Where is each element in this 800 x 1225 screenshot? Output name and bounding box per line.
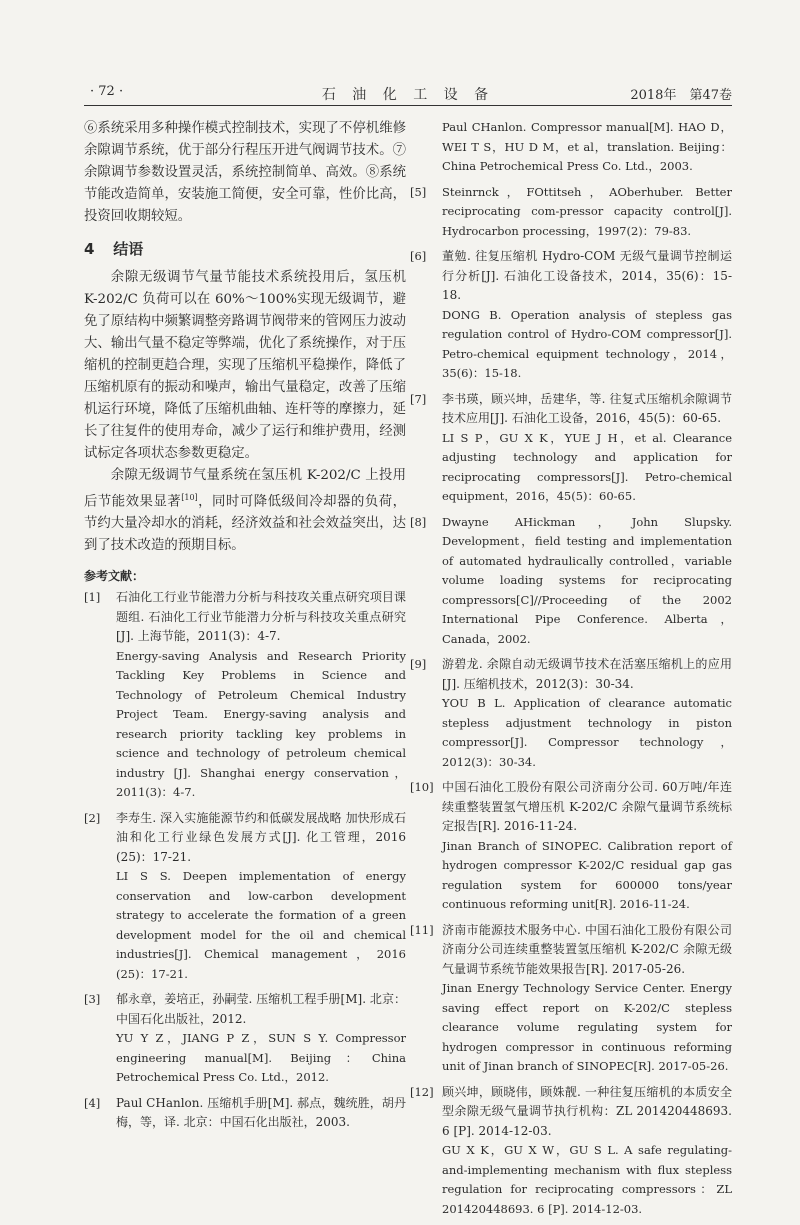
section-heading [84, 238, 406, 259]
reference-item [410, 247, 732, 384]
reference-number: [8] [410, 514, 427, 529]
header-rule [84, 105, 732, 106]
reference-number: [5] [410, 184, 427, 199]
reference-number: [4] [84, 1095, 101, 1110]
reference-text-zh: 李书瑛，顾兴坤，岳建华，等. 往复式压缩机余隙调节技术应用[J]. 石油化工设备，2016，45(5)：60-65. [442, 391, 732, 425]
reference-item [84, 809, 406, 985]
reference-item [410, 921, 732, 1077]
reference-number: [7] [410, 391, 427, 406]
references-heading: 参考文献： [84, 569, 145, 584]
conclusion-paragraph-2 [84, 465, 406, 557]
reference-text-en: LI S P，GU X K，YUE J H，et al. Clearance adjusting technology and application for reciprocating compressors[J]. Petro-chemical equipment，2016，45(5)：60-65. [442, 430, 732, 503]
reference-text-en: Steinrnck，FOttitseh，AOberhuber. Better reciprocating com-pressor capacity control[J]. Hydrocarbon processing，1997(2)：79-83. [442, 184, 732, 238]
reference-item [410, 118, 732, 177]
journal-title: 石 油 化 工 设 备 [321, 87, 495, 103]
reference-text-en: YOU B L. Application of clearance automatic stepless adjustment technology in piston compressor[J]. Compressor technology，2012(3)：30-34. [442, 696, 732, 769]
reference-text-zh: 石油化工行业节能潜力分析与科技攻关重点研究项目课题组. 石油化工行业节能潜力分析与科技攻关重点研究[J]. 上海节能，2011(3)：4-7. [116, 590, 406, 644]
reference-number: [6] [410, 249, 427, 263]
reference-text-zh: 郁永章，姜培正，孙嗣莹. 压缩机工程手册[M]. 北京：中国石化出版社，2012. [116, 992, 406, 1026]
year-volume: 2018年 第47卷 [630, 88, 732, 103]
reference-number: [3] [84, 992, 101, 1007]
page-number: · 72 · [90, 84, 124, 99]
reference-text-zh: 董勉. 往复压缩机 Hydro-COM 无级气量调节控制运行分析[J]. 石油化工设备技术，2014，35(6)：15-18. [442, 249, 732, 302]
reference-item [410, 778, 732, 915]
section-number: 4 [84, 240, 95, 258]
reference-item [84, 1094, 406, 1133]
reference-text-zh: 中国石油化工股份有限公司济南分公司. 60万吨/年连续重整装置氢气增压机 K-202/C 余隙气量调节系统标定报告[R]. 2016-11-24. [442, 780, 732, 833]
reference-text-en: Paul CHanlon. Compressor manual[M]. HAO D，WEI T S，HU D M，et al，translation. Beijing：China Petrochemical Press Co. Ltd.，2003. [442, 120, 732, 173]
reference-text-en: Jinan Branch of SINOPEC. Calibration report of hydrogen compressor K-202/C residual gap gas regulation system for 600000 tons/year continuous reforming unit[R]. 2016-11-24. [442, 838, 732, 911]
reference-number: [1] [84, 590, 101, 605]
right-column [410, 118, 732, 1225]
reference-item [84, 990, 406, 1088]
reference-text-en: DONG B. Operation analysis of stepless gas regulation control of Hydro-COM compressor[J]. Petro-chemical equipment technology，2014，35(6)：15-18. [442, 307, 732, 380]
reference-number: [10] [410, 780, 434, 794]
running-header [84, 84, 732, 106]
reference-text-zh: Paul CHanlon. 压缩机手册[M]. 郝点，魏统胜，胡丹梅，等，译. 北京：中国石化出版社，2003. [116, 1095, 406, 1130]
reference-text-en: YU Y Z，JIANG P Z，SUN S Y. Compressor engineering manual[M]. Beijing：China Petrochemical Press Co. Ltd.，2012. [116, 1031, 406, 1085]
reference-number: [9] [410, 657, 427, 671]
reference-item [84, 588, 406, 803]
reference-text-en: Jinan Energy Technology Service Center. Energy saving effect report on K-202/C stepless clearance volume regulating system for hydrogen compressor in continuous reforming unit of Jinan branch of SINOPEC[R]. 2017-05-26. [442, 981, 732, 1073]
reference-text-en: LI S S. Deepen implementation of energy conservation and low-carbon development strategy to accelerate the formation of a green development model for the oil and chemical industries[J]. Chemical management，2016 (25)：17-21. [116, 869, 406, 981]
reference-text-zh: 游碧龙. 余隙自动无级调节技术在活塞压缩机上的应用[J]. 压缩机技术，2012(3)：30-34. [442, 657, 732, 691]
continued-paragraph: ⑥系统采用多种操作模式控制技术，实现了不停机维修余隙调节系统，优于部分行程压开进气阀调节技术。⑦余隙调节参数设置灵活，系统控制简单、高效。⑧系统节能改造简单，安装施工简便，安全可靠，性价比高，投资回收期较短。 [84, 121, 406, 224]
reference-text-zh: 李寿生. 深入实施能源节约和低碳发展战略 加快形成石油和化工行业绿色发展方式[J]. 化工管理，2016 (25)：17-21. [116, 810, 406, 864]
citation-sup: [10] [181, 493, 198, 502]
reference-text-en: Dwayne AHickman，John Slupsky. Development，field testing and implementation of automated hydraulically controlled，variable volume loading systems for reciprocating compressors[C]//Proceeding of the 2002 International Pipe Conference. Alberta，Canada，2002. [442, 514, 732, 646]
reference-number: [12] [410, 1084, 434, 1099]
reference-list [84, 588, 406, 1133]
reference-list [410, 118, 732, 1219]
conclusion-paragraph-1: 余隙无级调节气量节能技术系统投用后，氢压机 K-202/C 负荷可以在 60%～100%实现无级调节，避免了原结构中频繁调整旁路调节阀带来的管网压力波动大、输出气量不稳定等弊端，优化了系统操作，对于压缩机的控制更趋合理，实现了压缩机平稳操作，降低了压缩机原有的振动和噪声，输出气量稳定，改善了压缩机运行环境，降低了压缩机曲轴、连杆等的摩擦力，延长了往复件的使用寿命，减少了运行和维护费用，经测试标定各项状态参数更稳定。 [84, 270, 406, 461]
reference-text-en: Energy-saving Analysis and Research Priority Tackling Key Problems in Science and Technology of Petroleum Chemical Industry Project Team. Energy-saving analysis and research priority tackling key problems in science and technology of petroleum chemical industry [J]. Shanghai energy conservation，2011(3)：4-7. [116, 648, 406, 800]
paragraph-text: ，同时可降低级间冷却器的负荷，节约大量冷却水的消耗，经济效益和社会效益突出，达到了技术改造的预期目标。 [84, 494, 407, 554]
reference-item [410, 183, 732, 242]
reference-item [410, 655, 732, 772]
reference-item [410, 513, 732, 650]
reference-number: [11] [410, 922, 434, 937]
left-column [84, 118, 406, 1139]
reference-text-zh: 济南市能源技术服务中心. 中国石油化工股份有限公司济南分公司连续重整装置氢压缩机 K-202/C 余隙无级气量调节系统节能效果报告[R]. 2017-05-26. [442, 922, 732, 976]
paragraph-text: 余隙无级调节气量系统在氢压机 K-202/C 上投用后节能效果显著 [84, 468, 406, 510]
reference-text-en: GU X K，GU X W，GU S L. A safe regulating-and-implementing mechanism with flux stepless regulation for reciprocating compressors：ZL 201420448693. 6 [P]. 2014-12-03. [442, 1143, 732, 1216]
reference-text-zh: 顾兴坤，顾晓伟，顾姝靓. 一种往复压缩机的本质安全型余隙无级气量调节执行机构：ZL 201420448693. 6 [P]. 2014-12-03. [442, 1084, 732, 1138]
reference-item [410, 390, 732, 507]
section-title: 结语 [113, 240, 144, 258]
reference-number: [2] [84, 810, 101, 825]
reference-item [410, 1083, 732, 1220]
